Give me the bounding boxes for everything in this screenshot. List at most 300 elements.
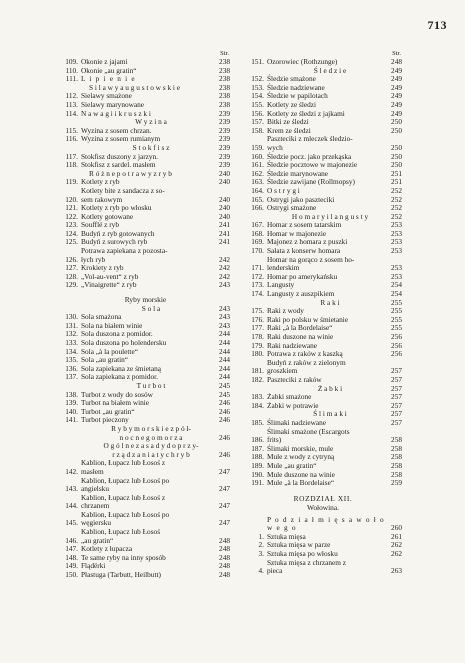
entry-title: Raki nadziewane bbox=[267, 340, 318, 350]
entry-page: 245 bbox=[219, 380, 230, 390]
entry-page: 257 bbox=[391, 400, 402, 410]
entry-page: 244 bbox=[219, 338, 230, 347]
entry-title: Homar po amerykańsku bbox=[267, 271, 338, 281]
entry-number: 185. bbox=[251, 417, 264, 427]
entry-page: 246 bbox=[219, 406, 230, 416]
entry-page: 239 bbox=[219, 117, 230, 127]
entry-title: R a k i bbox=[320, 297, 340, 307]
entry-page: 262 bbox=[391, 540, 402, 550]
entry-number: 158. bbox=[251, 125, 264, 135]
entry-number: 110. bbox=[65, 65, 78, 75]
entry-title: Raki duszone na winie bbox=[267, 332, 334, 341]
entry-page: 250 bbox=[391, 160, 402, 170]
entry-page: 248 bbox=[219, 535, 230, 545]
entry-title: S t o k f i s z bbox=[132, 142, 170, 152]
entry-number: 120. bbox=[65, 194, 78, 204]
entry-page: 257 bbox=[391, 417, 402, 427]
entry-page: 238 bbox=[219, 74, 230, 84]
entry-page: 241 bbox=[219, 237, 230, 247]
entry-title: Sałata z konserw homara bbox=[267, 246, 341, 256]
entry-number: 125. bbox=[65, 237, 78, 247]
entry-number: 129. bbox=[65, 280, 78, 290]
entry-page: 252 bbox=[391, 203, 402, 213]
entry-page: 252 bbox=[391, 211, 402, 221]
entry-title: P o d z i a ł m i ę s a w o ł o w e g o bbox=[267, 514, 385, 533]
entry-number: 149. bbox=[65, 561, 78, 571]
entry-page: 253 bbox=[391, 271, 402, 281]
entry-page: 240 bbox=[219, 203, 230, 213]
entry-number: 177. bbox=[251, 323, 264, 333]
entry-page: 249 bbox=[391, 82, 402, 92]
entry-number: 139. bbox=[65, 398, 78, 408]
entry-page: 251 bbox=[391, 168, 402, 178]
entry-number: 178. bbox=[251, 332, 264, 341]
entry-title: O s t r y g i bbox=[267, 185, 300, 195]
entry-title: Kablion, Łupacz lub Łosoś po węgiersku bbox=[81, 509, 170, 528]
entry-page: 242 bbox=[219, 263, 230, 273]
toc-entry bbox=[58, 494, 230, 511]
toc-entry bbox=[58, 511, 230, 528]
entry-page: 244 bbox=[219, 346, 230, 356]
entry-page: 243 bbox=[219, 280, 230, 290]
entry-title: Raki „à la Bordelaise“ bbox=[267, 323, 333, 333]
entry-title: Okonie „au gratin“ bbox=[81, 65, 137, 75]
entry-number: 148. bbox=[65, 552, 78, 562]
entry-title: Śledzie zawijane (Rollmopsy) bbox=[267, 177, 355, 187]
entry-number: 113. bbox=[65, 99, 78, 109]
entry-page: 248 bbox=[391, 57, 402, 66]
entry-title: Sola „au gratin“ bbox=[81, 355, 129, 365]
chapter-subtitle: Wołowina. bbox=[306, 502, 340, 512]
entry-page: 244 bbox=[219, 329, 230, 339]
entry-page: 251 bbox=[391, 177, 402, 187]
entry-number: 189. bbox=[251, 460, 264, 470]
entry-number: 191. bbox=[251, 478, 264, 488]
entry-number: 131. bbox=[65, 320, 78, 330]
entry-title: Sola „à la poulette“ bbox=[81, 346, 138, 356]
entry-number: 176. bbox=[251, 314, 264, 324]
entry-title: Mule duszone na winie bbox=[267, 469, 335, 479]
entry-number: 153. bbox=[251, 82, 264, 92]
toc-entry bbox=[58, 477, 230, 494]
entry-page: 250 bbox=[391, 142, 402, 152]
entry-number: 137. bbox=[65, 372, 78, 382]
entry-number: 187. bbox=[251, 443, 264, 453]
entry-page: 257 bbox=[391, 366, 402, 376]
entry-title: Śledzie marynowane bbox=[267, 168, 328, 178]
entry-page: 242 bbox=[219, 271, 230, 281]
entry-number: 127. bbox=[65, 263, 78, 273]
entry-page: 255 bbox=[391, 323, 402, 333]
entry-number: 114. bbox=[65, 108, 78, 118]
toc-entry bbox=[244, 135, 402, 152]
entry-number: 135. bbox=[65, 355, 78, 365]
entry-page: 247 bbox=[219, 484, 230, 494]
entry-title: Kotlety z ryb bbox=[81, 177, 120, 187]
entry-page: 263 bbox=[391, 566, 402, 576]
entry-title: Sola smażona bbox=[81, 312, 122, 322]
entry-page: 247 bbox=[219, 501, 230, 511]
entry-title: Raki po polsku w śmietanie bbox=[267, 314, 349, 324]
entry-page: 249 bbox=[391, 91, 402, 101]
entry-number: 163. bbox=[251, 177, 264, 187]
entry-number: 156. bbox=[251, 108, 264, 118]
entry-number: 119. bbox=[65, 177, 78, 187]
entry-title: Flądërki bbox=[81, 561, 106, 571]
entry-page: 248 bbox=[219, 561, 230, 571]
entry-title: Soufflé z ryb bbox=[81, 220, 119, 230]
entry-title: Sztuka mięsa w parze bbox=[267, 540, 331, 550]
entry-page: 257 bbox=[391, 409, 402, 419]
entry-title: Turbot „au gratin“ bbox=[81, 406, 135, 416]
entry-title: Kablion, Łupacz lub Łosoś z masłem bbox=[81, 458, 166, 476]
entry-title: Sztuka mięsa z chrzanem z pieca bbox=[267, 557, 347, 576]
entry-page: 254 bbox=[391, 289, 402, 299]
toc-entry bbox=[244, 516, 402, 533]
entry-page: 245 bbox=[219, 389, 230, 399]
entry-page: 247 bbox=[219, 518, 230, 528]
entry-page: 250 bbox=[391, 125, 402, 135]
entry-title: Ś l i m a k i bbox=[313, 409, 347, 419]
column-heading: Str. bbox=[392, 50, 401, 57]
entry-number: 174. bbox=[251, 289, 264, 299]
toc-list-left bbox=[58, 58, 230, 580]
entry-number: 181. bbox=[251, 366, 264, 376]
entry-page: 257 bbox=[391, 383, 402, 393]
entry-number: 188. bbox=[251, 452, 264, 462]
entry-number: 132. bbox=[65, 329, 78, 339]
entry-title: Śledzie nadziewane bbox=[267, 82, 325, 92]
entry-title: Kablion, Łupacz lub Łosoś „au gratin“ bbox=[81, 527, 161, 545]
entry-page: 239 bbox=[219, 151, 230, 161]
entry-number: 155. bbox=[251, 99, 264, 109]
entry-page: 240 bbox=[219, 168, 230, 178]
entry-page: 255 bbox=[391, 297, 402, 307]
entry-number: 157. bbox=[251, 117, 264, 127]
entry-title: Raki z wody bbox=[267, 306, 304, 316]
entry-number: 151. bbox=[251, 57, 264, 66]
entry-number: 144. bbox=[65, 501, 78, 511]
entry-page: 238 bbox=[219, 91, 230, 101]
entry-number: 168. bbox=[251, 228, 264, 238]
entry-number: 154. bbox=[251, 91, 264, 101]
entry-number: 147. bbox=[65, 544, 78, 554]
entry-number: 173. bbox=[251, 280, 264, 290]
entry-title: Homar z sosem tatarskim bbox=[267, 220, 342, 230]
entry-title: „Vinaigrette“ z ryb bbox=[81, 280, 137, 290]
entry-title: Majonez z homara z puszki bbox=[267, 237, 348, 247]
entry-page: 239 bbox=[219, 142, 230, 152]
entry-number: 146. bbox=[65, 535, 78, 545]
entry-page: 249 bbox=[391, 108, 402, 118]
entry-number: 182. bbox=[251, 374, 264, 384]
entry-title: Budyń z surowych ryb bbox=[81, 237, 148, 247]
toc-column-right bbox=[244, 50, 402, 576]
entry-title: Ślimaki smażone (Escargots frits) bbox=[267, 426, 350, 445]
entry-page: 258 bbox=[391, 469, 402, 479]
toc-entry bbox=[244, 479, 402, 488]
entry-title: Kotlety ze śledzi bbox=[267, 99, 317, 109]
entry-page: 256 bbox=[391, 340, 402, 350]
toc-list-right bbox=[244, 58, 402, 576]
entry-title: Sola duszona z pomidor. bbox=[81, 329, 153, 339]
entry-title: Turbot pieczony bbox=[81, 415, 129, 425]
entry-title: Homar w majonezie bbox=[267, 228, 327, 238]
entry-number: 122. bbox=[65, 211, 78, 221]
entry-title: Stokfisz z sardel. masłem bbox=[81, 160, 156, 170]
entry-title: „Vol-au-vent“ z ryb bbox=[81, 271, 139, 281]
entry-number: 134. bbox=[65, 346, 78, 356]
entry-number: 4. bbox=[258, 566, 264, 576]
entry-title: Sztuka mięsa po włosku bbox=[267, 549, 338, 559]
entry-number: 179. bbox=[251, 340, 264, 350]
entry-title: Ś l e d z i e bbox=[313, 65, 347, 75]
entry-number: 112. bbox=[65, 91, 78, 101]
entry-page: 246 bbox=[219, 449, 230, 459]
entry-title: Krem ze śledzi bbox=[267, 125, 311, 135]
entry-number: 124. bbox=[65, 228, 78, 238]
entry-title: Kotlety bite z sandacza z so- sem rakowym bbox=[81, 185, 165, 204]
entry-number: 162. bbox=[251, 168, 264, 178]
entry-title: Żabki w potrawie bbox=[267, 400, 319, 410]
entry-page: 243 bbox=[219, 303, 230, 313]
entry-page: 259 bbox=[391, 478, 402, 488]
entry-title: W y z i n a bbox=[135, 117, 167, 127]
entry-title: S o l a bbox=[141, 303, 161, 313]
entry-number: 2. bbox=[258, 540, 264, 550]
entry-number: 128. bbox=[65, 271, 78, 281]
entry-number: 141. bbox=[65, 415, 78, 425]
entry-number: 123. bbox=[65, 220, 78, 230]
entry-title: Langusty bbox=[267, 280, 295, 290]
entry-page: 244 bbox=[219, 355, 230, 365]
entry-page: 262 bbox=[391, 549, 402, 559]
entry-page: 248 bbox=[219, 570, 230, 580]
entry-number: 183. bbox=[251, 392, 264, 402]
toc-subheading bbox=[58, 442, 230, 459]
entry-page: 244 bbox=[219, 372, 230, 382]
entry-number: 130. bbox=[65, 312, 78, 322]
entry-page: 241 bbox=[219, 220, 230, 230]
entry-page: 240 bbox=[219, 177, 230, 187]
entry-page: 253 bbox=[391, 263, 402, 273]
entry-page: 243 bbox=[219, 320, 230, 330]
entry-page: 255 bbox=[391, 306, 402, 316]
entry-page: 249 bbox=[391, 99, 402, 109]
entry-title: Stokfisz duszony z jarzyn. bbox=[81, 151, 159, 161]
toc-entry bbox=[58, 187, 230, 204]
entry-page: 253 bbox=[391, 237, 402, 247]
entry-number: 143. bbox=[65, 484, 78, 494]
toc-entry bbox=[58, 281, 230, 290]
entry-page: 240 bbox=[219, 194, 230, 204]
entry-title: Śledzie pocztowe w majonezie bbox=[267, 160, 358, 170]
entry-title: Śledzie pocz. jako przekąska bbox=[267, 151, 352, 161]
entry-title: Płastuga (Tarbutt, Heilbutt) bbox=[81, 570, 161, 580]
entry-page: 253 bbox=[391, 228, 402, 238]
entry-title: R y b y m o r s k i e z p ó ł- n o c n e g o m o r z a bbox=[111, 423, 191, 442]
entry-number: 171. bbox=[251, 263, 264, 273]
entry-number: 152. bbox=[251, 74, 264, 84]
entry-number: 118. bbox=[65, 160, 78, 170]
entry-page: 258 bbox=[391, 443, 402, 453]
entry-title: Ozorowiec (Rothzunge) bbox=[267, 57, 338, 66]
entry-page: 241 bbox=[219, 228, 230, 238]
entry-title: Paszteciki z raków bbox=[267, 374, 322, 384]
entry-page: 250 bbox=[391, 117, 402, 127]
entry-page: 261 bbox=[391, 531, 402, 541]
section-heading: Ryby morskie bbox=[124, 295, 167, 305]
entry-page: 238 bbox=[219, 82, 230, 92]
entry-title: Langusty z auszpikiem bbox=[267, 289, 335, 299]
entry-title: Okonie z jajami bbox=[81, 57, 128, 66]
entry-title: H o m a r y i l a n g u s t y bbox=[291, 211, 369, 221]
entry-number: 126. bbox=[65, 254, 78, 264]
entry-title: Kablion, Łupacz lub Łosoś z chrzanem bbox=[81, 492, 166, 511]
entry-title: Sztuka mięsa bbox=[267, 531, 306, 541]
entry-page: 257 bbox=[391, 374, 402, 384]
entry-title: O g ó l n e z a s a d y d o p r z y- r z ą d z a n i a t y c h r y b bbox=[103, 441, 199, 459]
entry-page: 242 bbox=[219, 254, 230, 264]
entry-number: 150. bbox=[65, 570, 78, 580]
entry-title: Wyzina z sosem chrzan. bbox=[81, 125, 152, 135]
entry-page: 243 bbox=[219, 312, 230, 322]
entry-title: Turbot z wody do sosów bbox=[81, 389, 153, 399]
entry-title: Ślimaki nadziewane bbox=[267, 417, 326, 427]
entry-title: Te same ryby na inny sposób bbox=[81, 552, 166, 562]
entry-number: 115. bbox=[65, 125, 78, 135]
entry-number: 133. bbox=[65, 338, 78, 347]
entry-number: 170. bbox=[251, 246, 264, 256]
entry-title: Śledzie w papilotach bbox=[267, 91, 328, 101]
entry-number: 121. bbox=[65, 203, 78, 213]
entry-title: Homar na gorąco z sosem ho- lenderskim bbox=[267, 254, 355, 273]
entry-title: Ostrygi smażone bbox=[267, 203, 317, 213]
entry-page: 256 bbox=[391, 332, 402, 341]
entry-page: 239 bbox=[219, 125, 230, 135]
entry-number: 165. bbox=[251, 194, 264, 204]
entry-title: Kotlety z ryb po włosku bbox=[81, 203, 152, 213]
entry-title: Potrawa z raków z kaszką bbox=[267, 349, 343, 359]
entry-title: Kotlety gotowane bbox=[81, 211, 134, 221]
entry-page: 250 bbox=[391, 151, 402, 161]
toc-entry bbox=[58, 247, 230, 264]
entry-number: 117. bbox=[65, 151, 78, 161]
entry-title: Sola zapiekana ze śmietaną bbox=[81, 363, 162, 373]
entry-number: 172. bbox=[251, 271, 264, 281]
entry-number: 160. bbox=[251, 151, 264, 161]
toc-entry bbox=[244, 559, 402, 576]
entry-title: Budyń z ryb gotowanych bbox=[81, 228, 155, 238]
entry-title: T u r b o t bbox=[136, 380, 166, 390]
entry-page: 238 bbox=[219, 65, 230, 75]
entry-page: 260 bbox=[391, 523, 402, 533]
entry-title: L i p i e n i e bbox=[81, 74, 136, 84]
entry-title: Kotlety z łupacza bbox=[81, 544, 133, 554]
entry-page: 249 bbox=[391, 74, 402, 84]
entry-number: 138. bbox=[65, 389, 78, 399]
entry-page: 248 bbox=[219, 552, 230, 562]
entry-page: 246 bbox=[219, 432, 230, 442]
entry-title: N a w a g i i k r u s z k i bbox=[81, 108, 151, 118]
entry-title: Budyń z raków z zielonym groszkiem bbox=[267, 357, 346, 376]
entry-number: 186. bbox=[251, 435, 264, 445]
entry-page: 258 bbox=[391, 460, 402, 470]
entry-number: 1. bbox=[258, 531, 264, 541]
entry-page: 252 bbox=[391, 194, 402, 204]
entry-page: 246 bbox=[219, 415, 230, 425]
entry-title: Sielawy smażone bbox=[81, 91, 132, 101]
entry-page: 255 bbox=[391, 314, 402, 324]
entry-page: 252 bbox=[391, 185, 402, 195]
toc-entry bbox=[244, 359, 402, 376]
toc-entry bbox=[58, 459, 230, 476]
entry-page: 239 bbox=[219, 108, 230, 118]
entry-title: Żabki smażone bbox=[267, 392, 312, 402]
entry-title: Turbot na białem winie bbox=[81, 398, 150, 408]
entry-number: 164. bbox=[251, 185, 264, 195]
toc-subheading bbox=[58, 425, 230, 442]
entry-number: 175. bbox=[251, 306, 264, 316]
entry-page: 246 bbox=[219, 398, 230, 408]
entry-title: R ó ż n e p o t r a w y z r y b bbox=[89, 168, 172, 178]
entry-title: Kotlety ze śledzi z jajkami bbox=[267, 108, 345, 118]
entry-page: 253 bbox=[391, 220, 402, 230]
entry-number: 109. bbox=[65, 57, 78, 66]
entry-title: Paszteciki z mleczek śledzio- wych bbox=[267, 134, 353, 152]
entry-page: 238 bbox=[219, 99, 230, 109]
entry-title: S i l a w y a u g u s t o w s k i e bbox=[89, 82, 181, 92]
entry-title: Krokiety z ryb bbox=[81, 263, 124, 273]
entry-number: 111. bbox=[65, 74, 78, 84]
entry-page: 240 bbox=[219, 211, 230, 221]
toc-entry bbox=[58, 528, 230, 545]
entry-page: 258 bbox=[391, 435, 402, 445]
page-number: 713 bbox=[427, 18, 447, 32]
entry-title: Wyzina z sosem rumianym bbox=[81, 134, 161, 144]
entry-number: 161. bbox=[251, 160, 264, 170]
entry-title: Bitki ze śledzi bbox=[267, 117, 309, 127]
entry-page: 253 bbox=[391, 246, 402, 256]
entry-number: 167. bbox=[251, 220, 264, 230]
entry-page: 239 bbox=[219, 134, 230, 144]
entry-title: Sielawy marynowane bbox=[81, 99, 145, 109]
entry-number: 159. bbox=[251, 142, 264, 152]
entry-title: Ż a b k i bbox=[317, 383, 343, 393]
entry-page: 256 bbox=[391, 349, 402, 359]
entry-number: 140. bbox=[65, 406, 78, 416]
entry-title: Ślimaki morskie, mule bbox=[267, 443, 334, 453]
toc-column-left bbox=[58, 50, 230, 580]
entry-title: Sola na białem winie bbox=[81, 320, 143, 330]
entry-title: Mule „à la Bordelaise“ bbox=[267, 478, 335, 488]
toc-entry bbox=[244, 256, 402, 273]
entry-number: 145. bbox=[65, 518, 78, 528]
entry-number: 166. bbox=[251, 203, 264, 213]
entry-title: Śledzie smażone bbox=[267, 74, 316, 84]
chapter-heading: ROZDZIAŁ XII. bbox=[293, 493, 353, 503]
entry-page: 254 bbox=[391, 280, 402, 290]
entry-page: 244 bbox=[219, 363, 230, 373]
entry-page: 238 bbox=[219, 57, 230, 66]
column-heading: Str. bbox=[220, 50, 229, 57]
entry-page: 247 bbox=[219, 466, 230, 476]
toc-entry bbox=[244, 428, 402, 445]
entry-title: Sola duszona po holendersku bbox=[81, 338, 167, 347]
entry-title: Mule „au gratin“ bbox=[267, 460, 317, 470]
entry-number: 136. bbox=[65, 363, 78, 373]
entry-number: 180. bbox=[251, 349, 264, 359]
